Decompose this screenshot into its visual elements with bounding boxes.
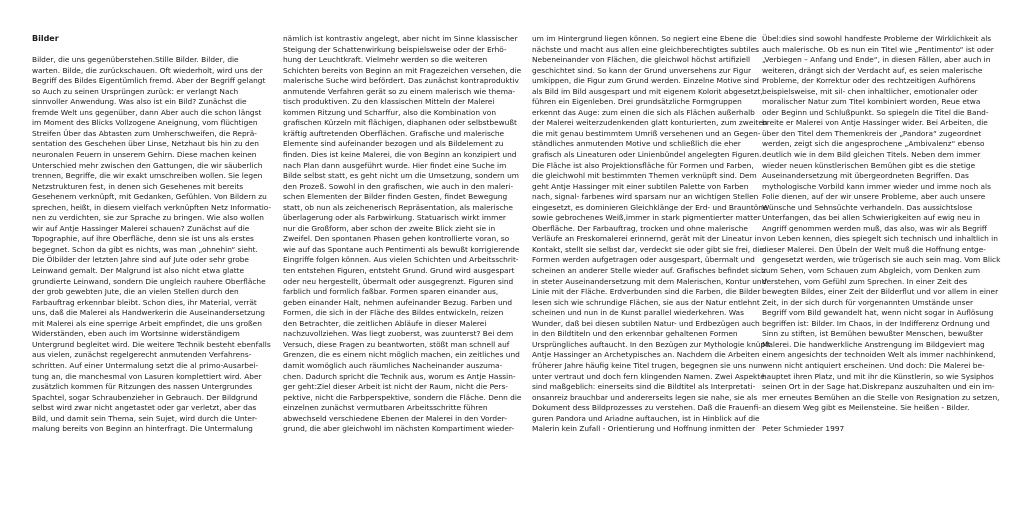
text-line: beispielsweise, mit sil- chen inhaltlicher, emotionaler oder	[762, 86, 978, 96]
text-line: Dokument dess Bildprozesses zu verstehen. Daß die Frauenfi-	[532, 403, 761, 413]
text-line: den Prozeß. Sowohl in den grafischen, wie auch in den maleri-	[283, 181, 514, 191]
text-line: hauptet ihren Platz, und mit ihr die Künstlerin, so wie Sysiphos	[762, 371, 994, 381]
text-line: malung bereits von Beginn an hinterfragt. Die Untermalung	[32, 424, 253, 434]
text-line: trennen, Begriffe, die wir exakt umschreiben wollen. Sie legen	[32, 171, 263, 181]
text-line: in steter Auseinandersetzung mit dem Malerischen, Kontur und	[532, 276, 767, 286]
text-line: zum Sehen, vom Schauen zum Abgleich, vom Denken zum	[762, 266, 981, 276]
text-line: überlagerung oder als Farbwirkung. Statuarisch wirkt immer	[283, 213, 506, 223]
text-line: grund, die aber gleichwohl im nächsten Kompartiment wieder-	[283, 424, 515, 434]
text-line: erkennt das Auge: zum einen die sich als Flächen außerhalb	[532, 107, 755, 117]
text-line: scheinen und nun in de Kunst parallel wiederkehren. Was	[532, 308, 744, 318]
text-line: Eingriffe folgen können. Aus vielen Schichten und Arbeitsschrit-	[283, 255, 519, 265]
text-line: auch malerische. Ob es nun ein Titel wie „Pentimento“ ist oder	[762, 44, 994, 54]
text-line: Bilde selbst statt, es geht nicht um die Umsetzung, sondern um	[283, 171, 519, 181]
text-line: Leinwand gemalt. Der Malgrund ist also nicht etwa glatte	[32, 266, 245, 276]
text-line: Linie mit der Fläche. Erdverbunden sind die Farben, die Bilder	[532, 287, 761, 297]
text-line: Verstehen, vom Gefühl zum Sprechen. In einer Zeit des	[762, 276, 968, 286]
text-line: nachzuvollziehen. Was liegt zuoberst, was zuunterst? Bei dem	[283, 329, 514, 339]
text-line: Wunder, daß bei diesen subtilen Natur- und Erdbezügen auch	[532, 318, 760, 328]
text-line: Ursprüngliches auftaucht. In den Bezügen zur Mythologie knüpft	[532, 339, 771, 349]
text-line: guren Pandora und Ariadne auftauchen, ist in Hinblick auf die	[532, 413, 760, 423]
text-line: wir auf Antje Hassinger Malerei schauen? Zunächst auf die	[32, 223, 250, 233]
text-line: Netzstrukturen fest, in denen sich Gesehenes mit bereits	[32, 181, 244, 191]
text-line: als Bild im Bild ausgespart und mit eigenem Kolorit abgesetzt,	[532, 86, 763, 96]
text-line: Bilder, die uns gegenüberstehen.Stille Bilder. Bilder, die	[32, 55, 239, 65]
text-line: warten. Bilde, die zurückschauen. Oft wiederholt, wird uns der	[32, 65, 263, 75]
text-line: den Betrachter, die zeitlichen Abläufe in dieser Malerei	[283, 318, 487, 328]
text-line: über den Titel dem Themenkreis der „Pandora“ zugeordnet	[762, 128, 982, 138]
text-line: werden, zeigt sich die angesprochene „Ambivalenz“ ebenso	[762, 139, 985, 149]
text-line: malerische Suche wird befördert. Das zunächst kontraproduktiv	[283, 76, 519, 86]
text-line: nach Plan dann ausgeführt wurde. Hier findet eine Suche im	[283, 160, 507, 170]
text-line: bewegten Bildes, einer Zeit der Bilderflut und vor allem in einer	[762, 287, 999, 297]
text-line: gengesetzt werden, wie trügerisch sie auch sein mag. Vom Blick	[762, 255, 1001, 265]
text-line: Probleme, der Korrektur oder des rechtzeitigen Aufhörens	[762, 76, 976, 86]
text-line: Steigung der Schattenwirkung beispielsweise oder der Erhö-	[283, 44, 507, 54]
text-line: Spachtel, sogar Schraubenzieher in Gebrauch. Der Bildgrund	[32, 392, 258, 402]
text-line: grundierte Leinwand, sondern Die ungleich rauhere Oberfläche	[32, 276, 266, 286]
text-line: finden. Dies ist keine Malerei, die von Beginn an konzipiert und	[283, 150, 517, 160]
text-line: eingesetzt, es dominieren Gleichklänge der Erd- und Brauntöne	[532, 202, 768, 212]
text-line: sinnvoller Anwendung. Was also ist ein Bild? Zunächst die	[32, 97, 247, 107]
text-line: der Malerei weiterzudenkenden glatt konturierten, zum zweiten	[532, 118, 768, 128]
text-line: Formen, die sich in der Fläche des Bildes entwickeln, reizen	[283, 308, 504, 318]
text-line: Begriff des Bildes Eigentümlich fremd. Aber der Begriff gelangt	[32, 76, 266, 86]
text-line: lesen sich wie schrundige Flächen, sie aus der Natur entlehnt	[532, 297, 760, 307]
text-line: Die Fläche ist also Projektionsfläche für Formen und Farben,	[532, 160, 754, 170]
text-line: von Leben kennen, dies spiegelt sich technisch und inhaltlich in	[762, 234, 998, 244]
text-line: abwechseld verschiedene Ebenen der Malerei in den Vorder-	[283, 413, 507, 423]
text-line: umkippen, die Figur zum Grund werden. Einzelne Motive sind	[532, 76, 759, 86]
text-line: Kontakt, stellt sie selbst dar, verdeckt sie oder gibt sie frei, die	[532, 244, 764, 254]
text-line: chen. Dadurch spricht die Technik aus, worum es Antje Hassin-	[283, 371, 516, 381]
text-line: Angriff genommen werden muß, das also, was wir als Begriff	[762, 223, 988, 233]
text-line: Untergrund begleitet wird. Die weitere Technik besteht ebenfalls	[32, 339, 271, 349]
text-line: Unterschied mehr zwischen den Gattungen, die wir säuberlich	[32, 160, 263, 170]
text-line: mit Malerei als eine sperrige Arbeit empfindet, die uns großen	[32, 318, 262, 328]
text-line: Streifen Über das Abtasten zum Umherschweifen, die Reprä-	[32, 128, 257, 138]
text-line: geben einander Halt, nehmen aufeinander Bezug. Farben und	[283, 297, 513, 307]
text-line: nur die Großform, aber schon der zweite Blick zieht sie in	[283, 223, 496, 233]
text-line: nach, signal- farbenes wird sparsam nur an wichtigen Stellen	[532, 192, 759, 202]
text-column-4	[762, 34, 1002, 435]
text-line: farblich und formlich faßbar. Formen sparen einander aus,	[283, 287, 499, 297]
text-line: Unterfangen, das bei allen Schwierigkeiten auf ewig neu in	[762, 213, 981, 223]
text-line: anmutende Verfahren gerät so zu einem malerisch wie thema-	[283, 86, 516, 96]
text-line: in den Bildtiteln und den erkennbar gehaltenen Formen	[532, 329, 738, 339]
text-line: kommen Ritzung und Scharffur, also die Kombination von	[283, 107, 497, 117]
text-line: wieder neuen künstlerischen Bemühen gibt es die stetige	[762, 160, 976, 170]
text-line: früherer Jahre häufig keine Titel trugen, begegnen sie uns nun	[532, 360, 763, 370]
text-line: geht Antje Hassinger mit einer subtilen Palette von Farben	[532, 181, 749, 191]
text-line: zusätzlich kommen für Ritzungen des nassen Untergrundes	[32, 382, 253, 392]
text-line: kräftig auftretenden Oberflächen. Grafische und malerische	[283, 128, 505, 138]
text-line: nächste und macht aus allen eine gleichberechtigtes subtiles	[532, 44, 759, 54]
text-line: Widerständen, eben auch im Wortsinne widerständigem	[32, 329, 240, 339]
text-line: einzelnen zunächst vermutbaren Arbeitsschritte führen	[283, 403, 488, 413]
text-line: Sinn zu stiften, ist Bemühen bewußter Menschen, bewußter	[762, 329, 984, 339]
text-line: Übel:dies sind sowohl handfeste Probleme der Wirklichkeit als	[762, 34, 992, 43]
text-line: schen Elementen der Bilder finden Gesten, findet Bewegung	[283, 192, 508, 202]
text-line: pektive, nicht die Farbperspektive, sondern die Fläche. Denn die	[283, 392, 522, 402]
text-line: die mit genau bestimmtem Umriß versehenen und an Gegen-	[532, 128, 761, 138]
text-line: Farbauftrag erkennbar bleibt. Schon dies, ihr Material, verrät	[32, 297, 257, 307]
text-line: Topographie, auf ihre Oberfläche, denn sie ist uns als erstes	[32, 234, 254, 244]
text-line: Formen werden aufgetragen oder ausgespart, übermalt und	[532, 255, 755, 265]
text-line: ständliches anmutenden Motive und schließlich die eher	[532, 139, 741, 149]
text-line: die gleichwohl mit bestimmten Themen verknüpft sind. Dem	[532, 171, 757, 181]
text-line: wie auf das Spontane auch Pentimenti als bewußt korrigierende	[283, 244, 520, 254]
text-line: ten entstehen Figuren, entsteht Grund. Grund wird ausgespart	[283, 266, 515, 276]
text-line: Versuch, diese Fragen zu beantworten, stößt man schnell auf	[283, 339, 510, 349]
text-line: Die Ölbilder der letzten Jahre sind auf Jute oder sehr grobe	[32, 255, 249, 265]
text-line: damit womöglich auch räumliches Nacheinander auszuma-	[283, 360, 503, 370]
text-line: selbst wird zwar nicht angetastet oder gar verletzt, aber das	[32, 403, 257, 413]
text-line: oder neu hergestellt, übermalt oder ausgegrenzt. Figuren sind	[283, 276, 514, 286]
text-line: Nebeneinander von Flächen, die gleichwol höchst artifiziell	[532, 55, 751, 65]
text-line: Zeit, in der sich durch für vorgenannten Umstände unser	[762, 297, 974, 307]
blank-line	[32, 45, 270, 56]
text-line: breite er Malerei von Antje Hassinger wider. Bei Arbeiten, die	[762, 118, 988, 128]
text-line: hung der Leuchtkraft. Vielmehr werden so die weiteren	[283, 55, 488, 65]
text-line: neuronalen Feuern in unserem Gehirn. Diese machen keinen	[32, 150, 257, 160]
text-line: statt, ob nun als zeichenerisch Repräsentation, als malerische	[283, 202, 513, 212]
text-line: aus vielen, zunächst regelgerecht anmutenden Verfahrens-	[32, 350, 252, 360]
text-line: mythologische Vorbild kann immer wieder und imme noch als	[762, 181, 991, 191]
text-line: „Verbiegen – Anfang und Ende“, in diesen Fällen, aber auch in	[762, 55, 991, 65]
text-line: sentation des Geschehen über Linse, Netzhaut bis hin zu den	[32, 139, 259, 149]
text-line: seinen Ort in der Sage hat.Diskrepanz auszuhalten und ein im-	[762, 382, 995, 392]
text-line: Oberfläche. Der Farbauftrag, trocken und ohne malerische	[532, 223, 748, 233]
text-line: Verläufe an Freskomalerei erinnernd, gerät mit der Lineatur in	[532, 234, 762, 244]
text-line: Wünsche und Sehnsüchte verhandeln. Das aussichtslose	[762, 202, 973, 212]
article-title: Bilder	[32, 34, 59, 43]
text-line: sind maßgeblich: einerseits sind die Bildtitel als Interpretati-	[532, 382, 756, 392]
text-line: tung an, die manchesmal von Lasuren komplettiert wird. Aber	[32, 371, 262, 381]
text-line: weiteren, drängt sich der Verdacht auf, es seien malerische	[762, 65, 983, 75]
text-line: Malerin kein Zufall - Orientierung und Hoffnung inmitten der	[532, 424, 756, 434]
text-line: moralischer Natur zum Titel kombiniert worden, Reue etwa	[762, 97, 981, 107]
text-line: der grob gewebten Jute, die an vielen Stellen durch den	[32, 287, 239, 297]
text-line: nämlich ist kontrastiv angelegt, aber nicht im Sinne klassischer	[283, 34, 518, 43]
text-line: Elemente sind aufeinander bezogen und als Bildelement zu	[283, 139, 504, 149]
text-line: uns, daß die Malerei als Handwerkerin die Auseinandersetzung	[32, 308, 265, 318]
text-line: Folie dienen, auf der wir unsere Probleme, aber auch unsere	[762, 192, 986, 202]
text-line: einem angesichts der technoiden Welt als immer nachhinkend,	[762, 350, 996, 360]
text-line: begegnet. Schon da gibt es nichts, was man „ohnehin“ sieht.	[32, 244, 258, 254]
text-column-3	[532, 34, 771, 435]
text-line: grafischen Kürzeln mit flächigen, diaphanen oder selbstbewußt	[283, 118, 517, 128]
text-line: dieser Malerei. Den Übeln der Welt muß die Hoffnung entge-	[762, 244, 986, 254]
text-line: wenn nicht antiquiert erscheinen. Und doch: Die Malerei be-	[762, 360, 985, 370]
text-line: scheinen an anderer Stelle wieder auf. Grafisches befindet sich	[532, 266, 766, 276]
text-line: tisch produktiven. Zu den klassischen Mitteln der Malerei	[283, 97, 495, 107]
text-line: um im Hintergrund liegen können. So negiert eine Ebene die	[532, 34, 757, 43]
text-line: mer erneutes Bemühen an die Stelle von Resignation zu setzen,	[762, 392, 1000, 402]
text-column-1	[32, 34, 270, 435]
text-line: geschichtet sind. So kann der Grund unversehens zur Figur	[532, 65, 752, 75]
text-line: fremde Welt uns gegenüber, dann Aber auch die schon längst	[32, 107, 262, 117]
text-line: an diesem Weg gibt es Meilensteine. Sie heißen - Bilder.	[762, 403, 970, 413]
text-line: Antje Hassinger an Archetypisches an. Nachdem die Arbeiten	[532, 350, 760, 360]
text-line: oder Beginn und Schlußpunkt. So spiegeln die Titel die Band-	[762, 107, 989, 117]
text-line: sprechen, heißt, in diesem vielfach verknüpften Netz Informatio-	[32, 202, 272, 212]
text-line: Peter Schmieder 1997	[762, 424, 845, 434]
text-line: nen zu verdichten, sie zur Sprache zu bringen. Wie also wollen	[32, 213, 264, 223]
text-line: Malerei. Die handwerkliche Anstrengung im Bildgeviert mag	[762, 339, 985, 349]
text-line: grafisch als Lineaturen oder Linienbündel angelegten Figuren.	[532, 150, 762, 160]
text-line: Auseinandersetzung mit übergeordneten Begriffen. Das	[762, 171, 969, 181]
text-line: im Moment des Blicks Vollzogene Aneignung, vom flüchtigen	[32, 118, 258, 128]
text-line: onsanreiz brauchbar und andererseits legen sie nahe, sie als	[532, 392, 758, 402]
text-column-2	[283, 34, 522, 435]
text-line: begriffen ist: Bilder. Im Chaos, in der Indifferenz Ordnung und	[762, 318, 990, 328]
text-line: Schichten bereits von Beginn an mit Fragezeichen versehen, die	[283, 65, 522, 75]
text-line: schritten. Auf einer Untermalung setzt die al primo-Ausarbei-	[32, 360, 259, 370]
text-line: ger geht:Ziel dieser Arbeit ist nicht der Raum, nicht die Pers-	[283, 382, 508, 392]
text-line: Zweifel. Den spontanen Phasen gehen kontrollierte voran, so	[283, 234, 510, 244]
text-line	[762, 414, 1002, 425]
text-line: so Auch zu seinen Ursprüngen zurück: er verlangt Nach	[32, 86, 239, 96]
text-line: Gesehenem verknüpft, mit Gedanken, Gefühlen. Von Bildern zu	[32, 192, 267, 202]
text-line: sowie gebrochenes Weiß,immer in stark pigmentierter matter	[532, 213, 761, 223]
text-line: Grenzen, die es einem nicht möglich machen, ein zeitliches und	[283, 350, 520, 360]
text-line: unter vertraut und doch fern klingenden Namen. Zwei Aspekte	[532, 371, 765, 381]
text-line: Begriff vom Bild gewandelt hat, wenn nicht sogar in Auflösung	[762, 308, 994, 318]
text-line: Bild, und damit sein Thema, sein Sujet, wird durch die Unter-	[32, 413, 258, 423]
text-line: führen ein Eigenleben. Drei grundsätzliche Formgruppen	[532, 97, 742, 107]
text-line: deutlich wie in dem Bild gleichen Titels. Neben dem immer	[762, 150, 981, 160]
